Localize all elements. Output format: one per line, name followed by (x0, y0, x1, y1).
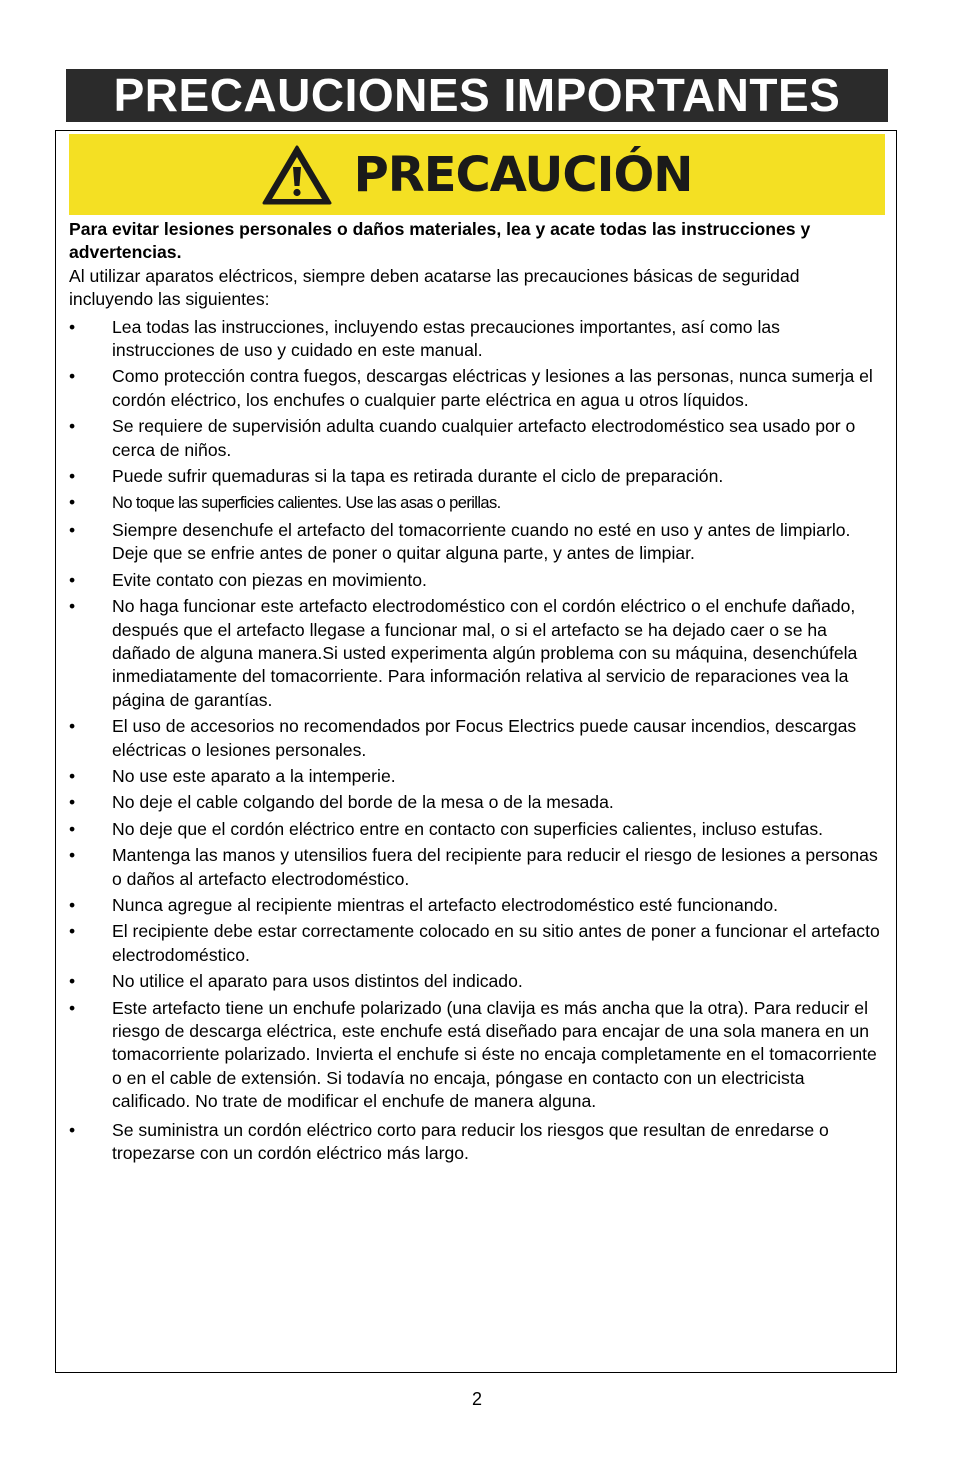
bullet-icon: • (69, 792, 76, 813)
list-item (69, 997, 887, 1114)
list-item-text: No toque las superficies calientes. Use las asas o perillas. (112, 494, 501, 513)
list-item (69, 365, 887, 412)
list-item-text: Puede sufrir quemaduras si la tapa es retirada durante el ciclo de preparación. (112, 466, 724, 487)
list-item (69, 519, 887, 566)
bullet-icon: • (69, 894, 76, 915)
list-item (69, 894, 887, 917)
list-item-text: Se requiere de supervisión adulta cuando cualquier artefacto electrodoméstico sea usado por o cerca de niños. (112, 416, 856, 460)
page-title: PRECAUCIONES IMPORTANTES (66, 69, 888, 122)
list-item (69, 595, 887, 712)
warning-triangle-icon (262, 145, 332, 205)
list-item-text: No haga funcionar este artefacto electrodoméstico con el cordón eléctrico o el enchufe dañado, después que el artefacto llegase a funcionar mal, o si el artefacto se ha dejado caer o se ha dañado de alguna manera.Si usted experimenta algún problema con su máquina, desenchúfela inmediatamente del tomacorriente. Para información relativa al servicio de reparaciones vea la página de garantías. (112, 596, 858, 710)
list-item-text: No deje el cable colgando del borde de la mesa o de la mesada. (112, 792, 614, 813)
list-item-text: Este artefacto tiene un enchufe polarizado (una clavija es más ancha que la otra). Para reducir el riesgo de descarga eléctrica, este enchufe está diseñado para encajar de una sola manera en un tomacorriente polarizado. Invierta el enchufe si éste no encaja completamente en el tomacorriente o en el cable de extensión. Si todavía no encaja, póngase en contacto con un electricista calificado. No trate de modificar el enchufe de manera alguna. (112, 997, 877, 1112)
list-item (69, 844, 887, 891)
bullet-icon: • (69, 366, 76, 387)
list-item (69, 316, 887, 363)
bullet-icon: • (69, 1119, 76, 1140)
bullet-icon: • (69, 596, 76, 617)
list-item-text: El recipiente debe estar correctamente colocado en su sitio antes de poner a funcionar el artefacto electrodoméstico. (112, 921, 880, 965)
list-item-text: Siempre desenchufe el artefacto del tomacorriente cuando no esté en uso y antes de limpiarlo. Deje que se enfrie antes de poner o quitar alguna parte, y antes de limpiar. (112, 519, 851, 564)
bullet-icon: • (69, 492, 76, 513)
bullet-icon: • (69, 921, 76, 942)
list-item-text: Se suministra un cordón eléctrico corto para reducir los riesgos que resultan de enredarse o tropezarse con un cordón eléctrico más largo. (112, 1119, 829, 1164)
bullet-icon: • (69, 416, 76, 437)
intro-text: Al utilizar aparatos eléctricos, siempre deben acatarse las precauciones básicas de seguridad incluyendo las siguientes: (69, 265, 800, 310)
list-item (69, 818, 887, 841)
list-item-text: Evite contato con piezas en movimiento. (112, 569, 427, 590)
list-item (69, 1119, 887, 1166)
precautions-list (69, 316, 887, 1166)
bullet-icon: • (69, 818, 76, 839)
page-number: 2 (471, 1389, 482, 1409)
bullet-icon: • (69, 971, 76, 992)
bullet-icon: • (69, 765, 76, 786)
precautions-content (69, 218, 887, 1168)
bullet-icon: • (69, 316, 76, 337)
caution-banner (69, 134, 885, 215)
list-item (69, 491, 887, 515)
list-item (69, 765, 887, 788)
bullet-icon: • (69, 997, 76, 1018)
list-item-text: Lea todas las instrucciones, incluyendo estas precauciones importantes, así como las instrucciones de uso y cuidado en este manual. (112, 316, 780, 361)
bullet-icon: • (69, 466, 76, 487)
list-item-text: Nunca agregue al recipiente mientras el artefacto electrodoméstico esté funcionando. (112, 894, 779, 915)
list-item (69, 415, 887, 462)
caution-word: PRECAUCIÓN (353, 146, 693, 203)
intro-bold-text: Para evitar lesiones personales o daños materiales, lea y acate todas las instrucciones y advertencias. (69, 219, 811, 263)
bullet-icon: • (69, 519, 76, 540)
list-item-text: Mantenga las manos y utensilios fuera del recipiente para reducir el riesgo de lesiones a personas o daños al artefacto electrodoméstico. (112, 845, 878, 889)
list-item-text: No use este aparato a la intemperie. (112, 765, 396, 786)
list-item (69, 970, 887, 993)
list-item-text: No utilice el aparato para usos distintos del indicado. (112, 971, 523, 992)
list-item-text: No deje que el cordón eléctrico entre en contacto con superficies calientes, incluso estufas. (112, 818, 824, 839)
list-item-text: El uso de accesorios no recomendados por Focus Electrics puede causar incendios, descargas eléctricas o lesiones personales. (112, 716, 857, 760)
list-item (69, 791, 887, 814)
list-item (69, 569, 887, 592)
list-item (69, 465, 887, 488)
list-item-text: Como protección contra fuegos, descargas eléctricas y lesiones a las personas, nunca sumerja el cordón eléctrico, los enchufes o cualquier parte eléctrica en agua u otros líquidos. (112, 366, 873, 410)
bullet-icon: • (69, 716, 76, 737)
bullet-icon: • (69, 845, 76, 866)
list-item (69, 920, 887, 967)
list-item (69, 715, 887, 762)
bullet-icon: • (69, 569, 76, 590)
